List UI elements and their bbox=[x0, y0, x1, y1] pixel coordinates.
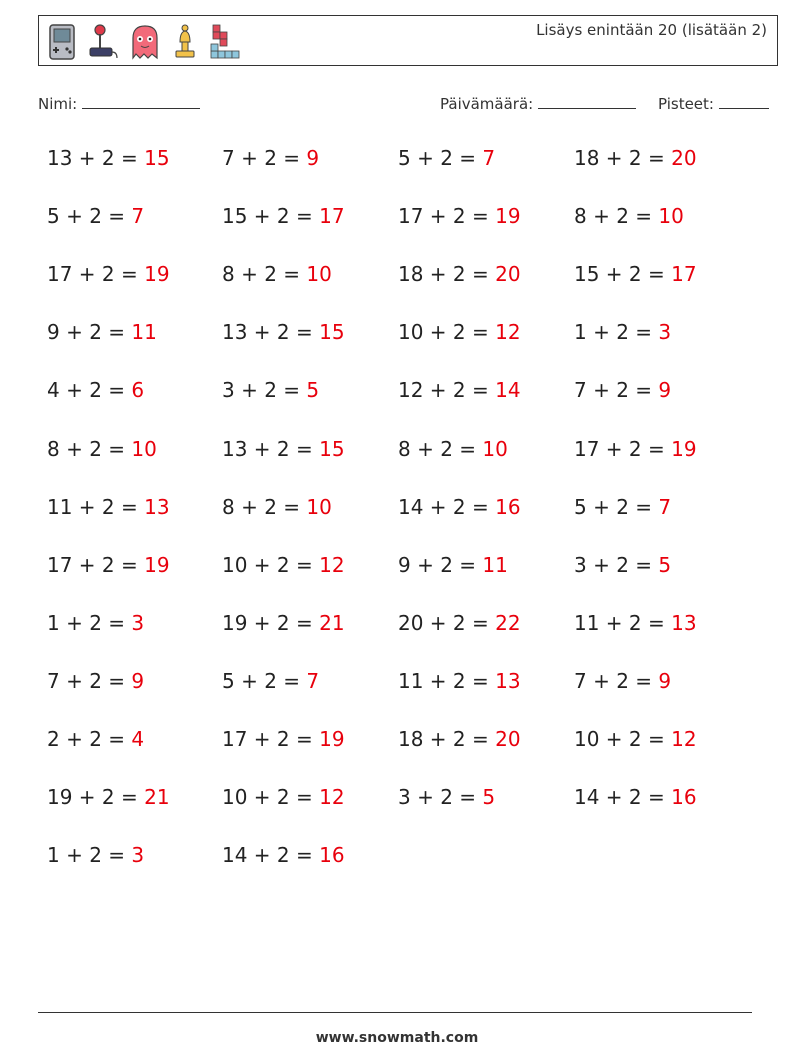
problem-answer: 9 bbox=[131, 668, 145, 693]
problem-question: 20 + 2 = bbox=[398, 610, 496, 635]
problem-item bbox=[398, 495, 521, 519]
problem-item bbox=[222, 611, 345, 635]
footer-rule bbox=[38, 1012, 752, 1013]
problem-item bbox=[47, 495, 170, 519]
problem-question: 3 + 2 = bbox=[398, 785, 483, 810]
problem-question: 1 + 2 = bbox=[47, 610, 132, 635]
problem-question: 19 + 2 = bbox=[222, 610, 320, 635]
problem-item bbox=[47, 727, 144, 751]
problem-item bbox=[222, 669, 319, 693]
problem-answer: 20 bbox=[495, 727, 521, 751]
problem-question: 10 + 2 = bbox=[222, 785, 320, 810]
problem-question: 11 + 2 = bbox=[574, 610, 672, 635]
problem-item bbox=[398, 204, 521, 228]
problem-item bbox=[47, 669, 144, 693]
problem-question: 10 + 2 = bbox=[398, 320, 496, 345]
problem-question: 13 + 2 = bbox=[222, 436, 320, 461]
worksheet-title: Lisäys enintään 20 (lisätään 2) bbox=[536, 21, 767, 39]
joystick-icon bbox=[87, 22, 119, 62]
footer-site: www.snowmath.com bbox=[315, 1030, 479, 1046]
problem-answer: 19 bbox=[319, 727, 345, 751]
problem-answer: 3 bbox=[131, 843, 145, 868]
problem-item bbox=[222, 727, 345, 751]
problem-answer: 3 bbox=[658, 320, 672, 345]
problem-item bbox=[47, 553, 170, 577]
problem-answer: 17 bbox=[319, 204, 345, 229]
score-blank[interactable] bbox=[719, 94, 769, 109]
score-field bbox=[658, 94, 769, 113]
problem-answer: 5 bbox=[482, 785, 496, 810]
problem-question: 11 + 2 = bbox=[47, 494, 145, 519]
problem-answer: 12 bbox=[319, 552, 345, 577]
problem-question: 7 + 2 = bbox=[222, 146, 307, 170]
problem-question: 18 + 2 = bbox=[398, 727, 496, 751]
problem-answer: 7 bbox=[658, 494, 672, 519]
problem-answer: 19 bbox=[495, 204, 521, 229]
problem-item bbox=[398, 146, 495, 170]
problem-item bbox=[222, 437, 345, 461]
problem-answer: 21 bbox=[144, 785, 170, 810]
problem-question: 5 + 2 = bbox=[222, 668, 307, 693]
problem-answer: 10 bbox=[658, 204, 684, 229]
problem-item bbox=[574, 320, 671, 344]
problem-question: 12 + 2 = bbox=[398, 378, 496, 403]
problem-item bbox=[222, 843, 345, 867]
problem-question: 8 + 2 = bbox=[222, 262, 307, 287]
problem-answer: 16 bbox=[495, 494, 521, 519]
problem-answer: 6 bbox=[131, 378, 145, 403]
problem-question: 7 + 2 = bbox=[574, 668, 659, 693]
problem-answer: 15 bbox=[319, 436, 345, 461]
problem-answer: 20 bbox=[495, 262, 521, 287]
problem-item bbox=[47, 437, 157, 461]
problem-question: 17 + 2 = bbox=[574, 436, 672, 461]
problem-question: 15 + 2 = bbox=[222, 204, 320, 229]
problem-item bbox=[47, 204, 144, 228]
problem-question: 18 + 2 = bbox=[398, 262, 496, 287]
problem-item bbox=[398, 378, 521, 402]
problem-item bbox=[574, 262, 697, 286]
problem-item bbox=[398, 437, 508, 461]
problem-question: 18 + 2 = bbox=[574, 146, 672, 170]
problem-question: 13 + 2 = bbox=[222, 320, 320, 345]
problem-question: 13 + 2 = bbox=[47, 146, 145, 170]
problem-answer: 12 bbox=[495, 320, 521, 345]
problem-answer: 15 bbox=[319, 320, 345, 345]
problem-question: 5 + 2 = bbox=[398, 146, 483, 170]
problem-question: 5 + 2 = bbox=[574, 494, 659, 519]
problem-item bbox=[222, 378, 319, 402]
problem-answer: 3 bbox=[131, 610, 145, 635]
problem-question: 17 + 2 = bbox=[47, 262, 145, 287]
problem-answer: 19 bbox=[144, 262, 170, 287]
problem-question: 1 + 2 = bbox=[47, 843, 132, 868]
problem-answer: 7 bbox=[306, 668, 320, 693]
problem-item bbox=[47, 611, 144, 635]
problem-answer: 10 bbox=[306, 494, 332, 519]
problem-item bbox=[398, 727, 521, 751]
problem-item bbox=[222, 553, 345, 577]
problem-answer: 9 bbox=[658, 378, 672, 403]
problem-answer: 7 bbox=[482, 146, 496, 170]
problem-question: 17 + 2 = bbox=[47, 552, 145, 577]
problem-item bbox=[574, 785, 697, 809]
problem-item bbox=[574, 727, 697, 751]
problem-question: 7 + 2 = bbox=[574, 378, 659, 403]
problem-item bbox=[574, 146, 697, 170]
problem-question: 3 + 2 = bbox=[222, 378, 307, 403]
problem-question: 8 + 2 = bbox=[47, 436, 132, 461]
problem-answer: 5 bbox=[306, 378, 320, 403]
problem-item bbox=[398, 785, 495, 809]
problem-question: 11 + 2 = bbox=[398, 668, 496, 693]
problem-question: 4 + 2 = bbox=[47, 378, 132, 403]
ghost-icon bbox=[129, 22, 161, 62]
problem-question: 19 + 2 = bbox=[47, 785, 145, 810]
problem-question: 17 + 2 = bbox=[222, 727, 320, 751]
problem-question: 10 + 2 = bbox=[222, 552, 320, 577]
problem-item bbox=[574, 553, 671, 577]
problem-question: 9 + 2 = bbox=[398, 552, 483, 577]
problem-question: 10 + 2 = bbox=[574, 727, 672, 751]
problem-item bbox=[222, 204, 345, 228]
problem-item bbox=[398, 320, 521, 344]
problem-item bbox=[47, 785, 170, 809]
problem-question: 7 + 2 = bbox=[47, 668, 132, 693]
name-blank[interactable] bbox=[82, 94, 200, 109]
problem-item bbox=[574, 437, 697, 461]
chess-bishop-icon bbox=[171, 22, 199, 62]
problem-item bbox=[398, 553, 508, 577]
name-label: Nimi: bbox=[38, 95, 78, 113]
problem-answer: 12 bbox=[671, 727, 697, 751]
header-box bbox=[38, 15, 778, 66]
problem-answer: 12 bbox=[319, 785, 345, 810]
problem-answer: 16 bbox=[319, 843, 345, 868]
problem-question: 14 + 2 = bbox=[574, 785, 672, 810]
problem-item bbox=[574, 611, 697, 635]
problem-answer: 10 bbox=[482, 436, 508, 461]
problem-question: 8 + 2 = bbox=[574, 204, 659, 229]
problem-item bbox=[222, 146, 319, 170]
tetris-blocks-icon bbox=[209, 22, 243, 62]
problem-answer: 5 bbox=[658, 552, 672, 577]
problem-answer: 10 bbox=[306, 262, 332, 287]
problem-question: 17 + 2 = bbox=[398, 204, 496, 229]
problem-answer: 17 bbox=[671, 262, 697, 287]
problem-answer: 16 bbox=[671, 785, 697, 810]
problem-answer: 4 bbox=[131, 727, 145, 751]
problem-item bbox=[574, 378, 671, 402]
date-label: Päivämäärä: bbox=[440, 95, 534, 113]
problem-question: 5 + 2 = bbox=[47, 204, 132, 229]
problem-item bbox=[398, 669, 521, 693]
problem-answer: 19 bbox=[144, 552, 170, 577]
problem-item bbox=[47, 320, 157, 344]
problem-question: 1 + 2 = bbox=[574, 320, 659, 345]
score-label: Pisteet: bbox=[658, 95, 714, 113]
problem-question: 9 + 2 = bbox=[47, 320, 132, 345]
problem-question: 8 + 2 = bbox=[222, 494, 307, 519]
problem-answer: 11 bbox=[131, 320, 157, 345]
problem-answer: 9 bbox=[306, 146, 320, 170]
problem-question: 14 + 2 = bbox=[398, 494, 496, 519]
problem-item bbox=[222, 262, 332, 286]
date-field bbox=[440, 94, 636, 113]
problem-item bbox=[398, 611, 521, 635]
problem-answer: 10 bbox=[131, 436, 157, 461]
problem-answer: 11 bbox=[482, 552, 508, 577]
problem-item bbox=[222, 785, 345, 809]
problem-question: 3 + 2 = bbox=[574, 552, 659, 577]
date-blank[interactable] bbox=[538, 94, 636, 109]
problem-item bbox=[398, 262, 521, 286]
problem-answer: 13 bbox=[495, 668, 521, 693]
problem-item bbox=[574, 495, 671, 519]
problem-item bbox=[47, 843, 144, 867]
problem-item bbox=[574, 669, 671, 693]
problem-answer: 14 bbox=[495, 378, 521, 403]
problem-item bbox=[47, 378, 144, 402]
problem-answer: 13 bbox=[144, 494, 170, 519]
problem-item bbox=[47, 262, 170, 286]
handheld-console-icon bbox=[47, 22, 77, 62]
icon-strip bbox=[47, 21, 243, 63]
problem-question: 14 + 2 = bbox=[222, 843, 320, 868]
problem-answer: 22 bbox=[495, 610, 521, 635]
problem-item bbox=[47, 146, 170, 170]
problem-answer: 19 bbox=[671, 436, 697, 461]
problem-answer: 7 bbox=[131, 204, 145, 229]
problem-question: 15 + 2 = bbox=[574, 262, 672, 287]
problem-item bbox=[222, 320, 345, 344]
problem-answer: 9 bbox=[658, 668, 672, 693]
problem-answer: 15 bbox=[144, 146, 170, 170]
problem-answer: 13 bbox=[671, 610, 697, 635]
problem-answer: 20 bbox=[671, 146, 697, 170]
problem-answer: 21 bbox=[319, 610, 345, 635]
problem-question: 8 + 2 = bbox=[398, 436, 483, 461]
name-field bbox=[38, 94, 200, 113]
problem-question: 2 + 2 = bbox=[47, 727, 132, 751]
problem-item bbox=[222, 495, 332, 519]
problem-item bbox=[574, 204, 684, 228]
